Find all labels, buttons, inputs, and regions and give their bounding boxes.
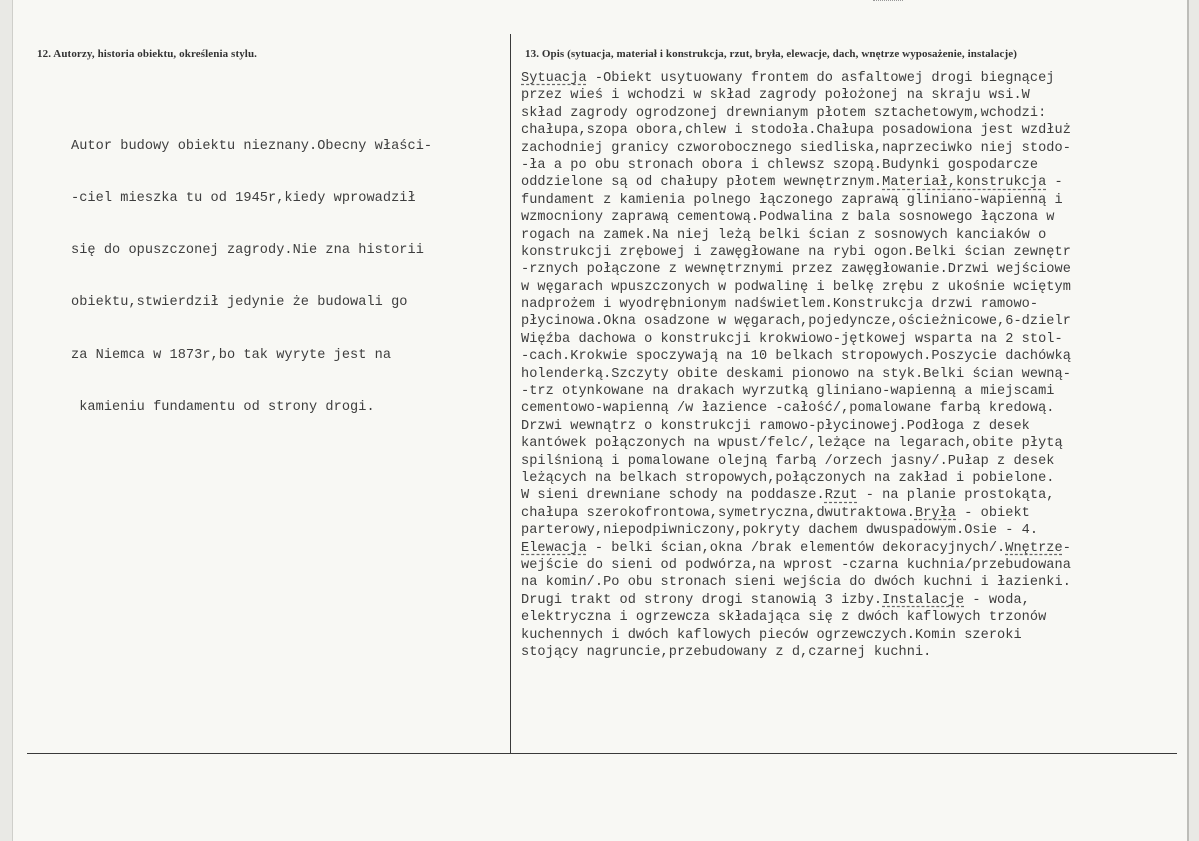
text-line bbox=[521, 574, 1187, 591]
text-line bbox=[521, 522, 1187, 539]
text-line bbox=[521, 435, 1187, 452]
text-segment: wzmocniony zaprawą cementową.Podwalina z bala sosnowego łączona w bbox=[521, 210, 1055, 226]
text-segment: cementowo-wapienną /w łazience -całość/,pomalowane farbą kredową. bbox=[521, 401, 1055, 417]
text-line bbox=[521, 192, 1187, 209]
section-12-label: 12. Autorzy, historia obiektu, określenia stylu. bbox=[37, 48, 258, 60]
column-divider bbox=[510, 34, 511, 754]
text-segment: zachodniej granicy czworobocznego siedliska,naprzeciwko niej stodo- bbox=[521, 140, 1071, 156]
text-segment: kuchennych i dwóch kaflowych pieców ogrzewczych.Komin szeroki bbox=[521, 627, 1022, 643]
text-line: za Niemca w 1873r,bo tak wyryte jest na bbox=[71, 347, 392, 363]
text-segment: na komin/.Po obu stronach sieni wejścia do dwóch kuchni i łazienki. bbox=[521, 575, 1071, 591]
text-line bbox=[521, 366, 1187, 383]
text-line bbox=[521, 279, 1187, 296]
text-segment: W sieni drewniane schody na poddasze. bbox=[521, 488, 825, 504]
text-line bbox=[521, 487, 1187, 504]
text-line bbox=[521, 244, 1187, 261]
section-13-text bbox=[521, 70, 1187, 661]
text-segment: Więźba dachowa o konstrukcji krokwiowo-jętkowej wsparta na 2 stol- bbox=[521, 331, 1063, 347]
text-line bbox=[521, 227, 1187, 244]
text-line: się do opuszczonej zagrody.Nie zna historii bbox=[71, 243, 424, 259]
bottom-rule bbox=[27, 753, 1177, 754]
text-line bbox=[521, 157, 1187, 174]
text-segment: - belki ścian,okna /brak elementów dekoracyjnych/. bbox=[586, 540, 1006, 556]
text-line bbox=[521, 505, 1187, 522]
text-line bbox=[521, 313, 1187, 330]
text-line bbox=[521, 105, 1187, 122]
text-line bbox=[521, 122, 1187, 139]
underlined-heading: Sytuacja bbox=[521, 71, 587, 86]
text-segment: w węgarach wpuszczonych w podwalinę i belkę zrębu z ukośnie wciętym bbox=[521, 279, 1071, 295]
text-segment: spilśnioną i pomalowane olejną farbą /orzech jasny/.Pułap z desek bbox=[521, 453, 1055, 469]
text-line bbox=[521, 557, 1187, 574]
text-segment: Drzwi wewnątrz o konstrukcji ramowo-płycinowej.Podłoga z desek bbox=[521, 418, 1030, 434]
text-segment: leżących na belkach stropowych,połączonych na zakład i pobielone. bbox=[521, 470, 1055, 486]
text-segment: płycinowa.Okna osadzone w węgarach,pojedyncze,ościeżnicowe,6-dzielr bbox=[521, 314, 1071, 330]
text-segment: chałupa szerokofrontowa,symetryczna,dwutraktowa. bbox=[521, 505, 915, 521]
text-segment: -Obiekt usytuowany frontem do asfaltowej drogi biegnącej bbox=[586, 71, 1055, 86]
text-segment: elektryczna i ogrzewcza składająca się z dwóch kaflowych trzonów bbox=[521, 610, 1047, 626]
text-segment: -cach.Krokwie spoczywają na 10 belkach stropowych.Poszycie dachówką bbox=[521, 349, 1071, 365]
text-segment: -rznych połączone z wewnętrznymi przez zawęgłowanie.Drzwi wejściowe bbox=[521, 262, 1071, 278]
text-line bbox=[521, 140, 1187, 157]
text-line bbox=[521, 383, 1187, 400]
text-line bbox=[521, 418, 1187, 435]
text-segment: konstrukcji zrębowej i zawęgłowane na rybi ogon.Belki ścian zewnętr bbox=[521, 244, 1071, 260]
text-line bbox=[521, 296, 1187, 313]
text-segment: stojący nagruncie,przebudowany z d,czarnej kuchni. bbox=[521, 644, 932, 660]
text-segment: parterowy,niepodpiwniczony,pokryty dachem dwuspadowym.Osie - 4. bbox=[521, 523, 1039, 539]
text-line bbox=[521, 331, 1187, 348]
text-line bbox=[521, 261, 1187, 278]
text-line: -ciel mieszka tu od 1945r,kiedy wprowadził bbox=[71, 191, 416, 207]
text-line: kamieniu fundamentu od strony drogi. bbox=[71, 399, 375, 415]
text-line bbox=[521, 453, 1187, 470]
text-line bbox=[521, 70, 1187, 87]
underlined-heading: Materiał,konstrukcja bbox=[882, 175, 1047, 191]
text-line bbox=[521, 644, 1187, 661]
text-segment: - obiekt bbox=[956, 505, 1030, 521]
section-13-label: 13. Opis (sytuacja, materiał i konstrukcja, rzut, bryła, elewacje, dach, wnętrze wyposażenie, instalacje) bbox=[525, 48, 1017, 60]
underlined-heading: Rzut bbox=[824, 488, 858, 504]
text-line bbox=[521, 400, 1187, 417]
text-segment: Drugi trakt od strony drogi stanowią 3 izby. bbox=[521, 592, 883, 608]
text-line: obiektu,stwierdził jedynie że budowali go bbox=[71, 295, 408, 311]
text-segment: rogach na zamek.Na niej leżą belki ścian z sosnowych kanciaków o bbox=[521, 227, 1047, 243]
text-segment: kantówek połączonych na wpust/felc/,leżące na legarach,obite płytą bbox=[521, 436, 1063, 452]
underlined-heading: Wnętrze bbox=[1005, 540, 1063, 556]
text-segment: - na planie prostokąta, bbox=[857, 488, 1055, 504]
text-segment: oddzielone są od chałupy płotem wewnętrznym. bbox=[521, 175, 883, 191]
text-segment: - bbox=[1062, 540, 1071, 556]
text-line bbox=[521, 174, 1187, 191]
text-line bbox=[521, 87, 1187, 104]
section-12-text bbox=[71, 103, 432, 451]
text-line bbox=[521, 209, 1187, 226]
underlined-heading: Bryła bbox=[914, 505, 957, 521]
text-segment: -trz otynkowane na drakach wyrzutką gliniano-wapienną a miejscami bbox=[521, 384, 1055, 400]
text-segment: nadprożem i wyodrębnionym nadświetlem.Konstrukcja drzwi ramowo- bbox=[521, 297, 1039, 313]
text-line: Autor budowy obiektu nieznany.Obecny właści- bbox=[71, 138, 433, 154]
top-edge-mark bbox=[873, 0, 903, 4]
document-sheet bbox=[12, 0, 1189, 841]
text-line bbox=[521, 627, 1187, 644]
text-segment: - woda, bbox=[964, 592, 1030, 608]
text-segment: holenderką.Szczyty obite deskami pionowo na styk.Belki ścian wewną- bbox=[521, 366, 1071, 382]
text-line bbox=[521, 609, 1187, 626]
text-line bbox=[521, 592, 1187, 609]
text-segment: -ła a po obu stronach obora i chlewsz szopą.Budynki gospodarcze bbox=[521, 157, 1039, 173]
text-segment: fundament z kamienia polnego łączonego zaprawą gliniano-wapienną i bbox=[521, 192, 1063, 208]
underlined-heading: Elewacja bbox=[521, 540, 587, 556]
text-segment: skład zagrody ogrodzonej drewnianym płotem sztachetowym,wchodzi: bbox=[521, 105, 1047, 121]
text-segment: - bbox=[1046, 175, 1063, 191]
text-line bbox=[521, 470, 1187, 487]
text-line bbox=[521, 540, 1187, 557]
text-line bbox=[521, 348, 1187, 365]
text-segment: chałupa,szopa obora,chlew i stodoła.Chałupa posadowiona jest wzdłuż bbox=[521, 123, 1071, 139]
text-segment: przez wieś i wchodzi w skład zagrody położonej na skraju wsi.W bbox=[521, 88, 1030, 104]
underlined-heading: Instalacje bbox=[882, 592, 965, 608]
text-segment: wejście do sieni od podwórza,na wprost -czarna kuchnia/przebudowana bbox=[521, 557, 1071, 573]
